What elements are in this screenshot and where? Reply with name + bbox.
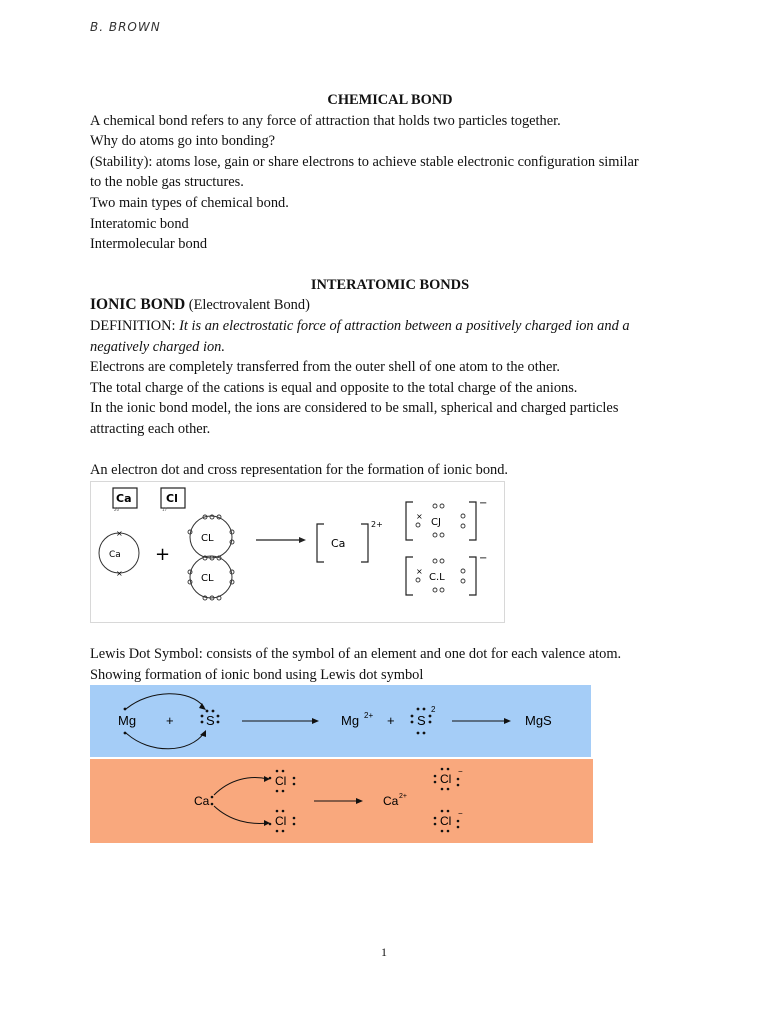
electron-transfer-arrow (126, 694, 204, 709)
definition-text: It is an electrostatic force of attraction between a positively charged ion and a (179, 317, 630, 334)
element-symbol-cl: Cl (166, 492, 178, 505)
electron-transfer-arrow (126, 733, 204, 749)
s-ion-symbol: S (417, 713, 426, 728)
electron-transfer-arrow (214, 806, 268, 823)
arrow-head (264, 776, 270, 782)
atomic-number-cl: 17 (162, 507, 168, 512)
mgs-formation-panel (90, 685, 591, 757)
text-line: Why do atoms go into bonding? (90, 133, 276, 150)
text-line: (Stability): atoms lose, gain or share electrons to achieve stable electronic configuration similar (90, 153, 639, 170)
arrow-head (312, 718, 319, 724)
section-title-interatomic-bonds: INTERATOMIC BONDS (310, 276, 470, 293)
mg-ion-symbol: Mg (341, 713, 360, 728)
plus-sign: + (155, 544, 171, 565)
bracket-right (469, 502, 476, 540)
section-title-chemical-bond: CHEMICAL BOND (327, 92, 453, 108)
ionic-bond-title: IONIC BOND (90, 296, 186, 314)
arrow-head (299, 537, 306, 543)
cl-ion-label-bottom: C.L (429, 572, 445, 583)
cl-ion-charge-top: − (458, 767, 463, 776)
bracket-left (406, 502, 413, 540)
electron-cross: × (116, 569, 123, 578)
arrow-head (504, 718, 511, 724)
text-line: attracting each other. (90, 420, 211, 437)
plus-sign: + (387, 713, 395, 728)
cl-atom-label-bottom: CL (201, 573, 214, 584)
atomic-number-ca: 20 (114, 507, 120, 512)
definition-text-continued: negatively charged ion. (90, 338, 225, 355)
lewis-text (90, 644, 690, 685)
element-symbol-ca: Ca (116, 492, 132, 505)
text-line: Showing formation of ionic bond using Lewis dot symbol (90, 666, 424, 683)
electron-transfer-arrow (214, 778, 268, 795)
definition-label: DEFINITION: (90, 317, 176, 334)
author-name: B. BROWN (90, 20, 161, 34)
main-text (90, 90, 690, 480)
dot-cross-figure (90, 481, 505, 623)
ca-symbol: Ca (194, 794, 210, 808)
electron-cross: × (116, 529, 123, 538)
cl-ion-charge-bottom: − (479, 553, 488, 564)
bracket-right (361, 524, 368, 562)
product-mgs: MgS (525, 713, 552, 728)
arrow-head (264, 820, 270, 826)
cl-atom-label-top: CL (201, 533, 214, 544)
cl-ion-charge-bottom: − (458, 809, 463, 818)
text-line: to the noble gas structures. (90, 174, 244, 191)
text-line: The total charge of the cations is equal and opposite to the total charge of the anions. (90, 379, 578, 396)
ca-ion-symbol: Ca (383, 794, 399, 808)
ca-atom-label: Ca (109, 550, 121, 560)
ca-valence-dots (211, 796, 214, 806)
definition-line (90, 316, 690, 337)
text-line: Interatomic bond (90, 215, 189, 232)
mg-ion-charge: 2+ (364, 711, 374, 720)
text-line: Two main types of chemical bond. (90, 194, 289, 211)
page-number: 1 (381, 945, 387, 959)
text-line: Electrons are completely transferred from the outer shell of one atom to the other. (90, 359, 560, 376)
arrow-head (200, 730, 206, 737)
electron-cross: × (416, 567, 423, 576)
cl-ion-charge-top: − (479, 498, 488, 509)
cl-ion-symbol-top: Cl (440, 772, 452, 786)
cacl2-formation-panel (90, 759, 593, 843)
s-symbol: S (206, 713, 215, 728)
cl-symbol-top: Cl (275, 774, 287, 788)
cl-symbol-bottom: Cl (275, 814, 287, 828)
s-ion-charge: 2 (431, 705, 436, 714)
text-line: In the ionic bond model, the ions are considered to be small, spherical and charged particles (90, 400, 619, 417)
bracket-left (317, 524, 324, 562)
ca-ion-label: Ca (331, 537, 346, 550)
text-line: Intermolecular bond (90, 236, 208, 253)
text-line: A chemical bond refers to any force of attraction that holds two particles together. (90, 112, 561, 129)
figure-caption: An electron dot and cross representation for the formation of ionic bond. (90, 461, 509, 478)
plus-sign: + (166, 713, 174, 728)
text-line: Lewis Dot Symbol: consists of the symbol of an element and one dot for each valence atom. (90, 646, 622, 662)
ca-ion-charge: 2+ (399, 793, 407, 800)
cl-ion-label-top: CJ (431, 517, 441, 528)
mg-symbol: Mg (118, 713, 137, 728)
ionic-bond-heading (90, 295, 690, 316)
arrow-head (199, 703, 206, 710)
cl-ion-symbol-bottom: Cl (440, 814, 452, 828)
ionic-bond-subtitle: (Electrovalent Bond) (188, 297, 310, 314)
arrow-head (356, 798, 363, 804)
bracket-left (406, 557, 413, 595)
electron-cross: × (416, 512, 423, 521)
bracket-right (469, 557, 476, 595)
ca-ion-charge: 2+ (371, 520, 383, 529)
